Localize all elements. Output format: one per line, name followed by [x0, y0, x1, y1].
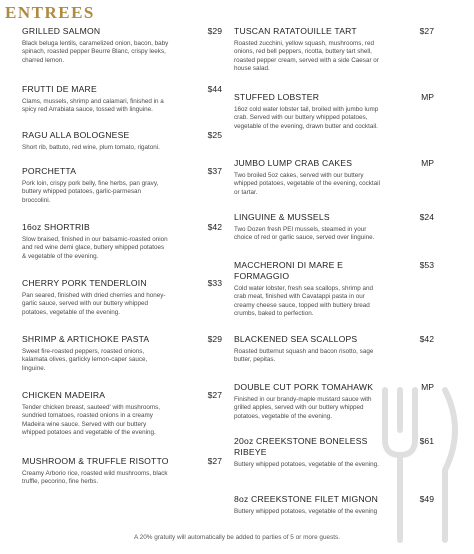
menu-item-price: $61: [419, 436, 434, 446]
menu-item-name: PORCHETTA: [22, 166, 77, 176]
section-title: ENTREES: [5, 3, 95, 22]
menu-item-price: $42: [207, 222, 222, 232]
menu-item: [234, 260, 434, 319]
menu-item: [22, 334, 222, 373]
menu-item-name: 20oz CREEKSTONE BONELESS RIBEYE: [234, 436, 368, 457]
menu-item-description: Buttery whipped potatoes, vegetable of the evening.: [234, 461, 379, 468]
menu-item-description: Clams, mussels, shrimp and calamari, finished in a spicy red Arrabiata sauce, tossed with linguine.: [22, 98, 164, 114]
menu-item: [22, 456, 222, 487]
menu-item-price: $29: [207, 334, 222, 344]
menu-item-description: Sweet fire-roasted peppers, roasted onions, kalamata olives, garlicky lemon-caper sauce, linguine.: [22, 348, 148, 372]
menu-item-name: CHICKEN MADEIRA: [22, 390, 106, 400]
menu-item-name: CHERRY PORK TENDERLOIN: [22, 278, 147, 288]
fork-knife-watermark-icon: [345, 370, 474, 550]
menu-item-name: 16oz SHORTRIB: [22, 222, 90, 232]
menu-header: [0, 0, 474, 26]
menu-item-price: $27: [207, 390, 222, 400]
menu-item-name: FRUTTI DE MARE: [22, 84, 97, 94]
menu-item-name: BLACKENED SEA SCALLOPS: [234, 334, 358, 344]
menu-item-price: $44: [207, 84, 222, 94]
menu-item: [22, 130, 222, 152]
menu-item-description: Two broiled 5oz cakes, served with our buttery whipped potatoes, vegetable of the evening, cocktail or tartar.: [234, 172, 380, 196]
menu-item-price: MP: [421, 382, 434, 392]
menu-item: [22, 166, 222, 205]
menu-item-description: Roasted zucchini, yellow squash, mushrooms, red onions, red bell peppers, ricotta, buttery tart shell, roasted pepper cream, served with a side Caesar or house salad.: [234, 40, 379, 73]
menu-item-price: $29: [207, 26, 222, 36]
menu-item-price: $53: [419, 260, 434, 270]
menu-item-description: Creamy Arborio rice, roasted wild mushrooms, black truffle, pecorino, fine herbs.: [22, 470, 168, 486]
menu-item-description: Finished in our brandy-maple mustard sauce with grilled apples, served with our buttery whipped potatoes, vegetable of the evening.: [234, 396, 372, 420]
menu-item-name: STUFFED LOBSTER: [234, 92, 320, 102]
menu-item-price: MP: [421, 92, 434, 102]
menu-item-description: Tender chicken breast, sauteed' with mushrooms, sundried tomatoes, roasted onions in a creamy Madeira wine sauce. Served with our buttery whipped potatoes and vegetable of the evening.: [22, 404, 161, 437]
menu-item-price: $27: [419, 26, 434, 36]
menu-item-price: $49: [419, 494, 434, 504]
menu-item: [234, 158, 434, 197]
menu-item-name: DOUBLE CUT PORK TOMAHAWK: [234, 382, 374, 392]
menu-item-price: $37: [207, 166, 222, 176]
menu-item-name: MACCHERONI DI MARE E FORMAGGIO: [234, 260, 344, 281]
menu-item: [234, 92, 434, 131]
menu-item: [234, 334, 434, 365]
menu-item: [22, 278, 222, 317]
menu-item-name: SHRIMP & ARTICHOKE PASTA: [22, 334, 150, 344]
menu-item-description: Short rib, battuto, red wine, plum tomato, rigatoni.: [22, 144, 160, 151]
menu-item-name: JUMBO LUMP CRAB CAKES: [234, 158, 353, 168]
menu-item: [22, 222, 222, 261]
menu-item: [234, 26, 434, 74]
menu-item-description: 16oz cold water lobster tail, broiled with jumbo lump crab. Served with our buttery whipped potatoes, vegetable of the evening, drawn butter and cocktail.: [234, 106, 379, 130]
menu-item-description: Pan seared, finished with dried cherries and honey-garlic sauce, served with our buttery whipped potatoes, vegetable of the evening.: [22, 292, 166, 316]
menu-item-description: Two Dozen fresh PEI mussels, steamed in your choice of red or garlic sauce, served over linguine.: [234, 226, 375, 242]
menu-item-price: $27: [207, 456, 222, 466]
menu-item-name: TUSCAN RATATOUILLE TART: [234, 26, 357, 36]
menu-item-name: RAGU ALLA BOLOGNESE: [22, 130, 130, 140]
menu-item-price: $25: [207, 130, 222, 140]
menu-item-name: MUSHROOM & TRUFFLE RISOTTO: [22, 456, 169, 466]
menu-item-price: MP: [421, 158, 434, 168]
menu-item-description: Roasted butternut squash and bacon risotto, sage butter, pepitas.: [234, 348, 374, 364]
gratuity-note: A 20% gratuity will automatically be added to parties of 5 or more guests.: [133, 534, 341, 541]
menu-item-name: 8oz CREEKSTONE FILET MIGNON: [234, 494, 379, 504]
menu-item-price: $24: [419, 212, 434, 222]
menu-item-description: Black beluga lentils, caramelized onion, bacon, baby spinach, roasted pepper Beurre Blanc, crispy leeks, charred lemon.: [22, 40, 169, 64]
menu-item-price: $42: [419, 334, 434, 344]
menu-item: [234, 212, 434, 243]
menu-item-price: $33: [207, 278, 222, 288]
menu-item-name: GRILLED SALMON: [22, 26, 101, 36]
menu-item-description: Buttery whipped potatoes, vegetable of the evening: [234, 508, 378, 515]
menu-item-name: LINGUINE & MUSSELS: [234, 212, 330, 222]
menu-item-description: Cold water lobster, fresh sea scallops, shrimp and crab meat, finished with Cavatappi pasta in our creamy cheese sauce, topped with buttery bread crumbs, baked to perfection.: [234, 285, 373, 318]
menu-item-description: Pork loin, crispy pork belly, fine herbs, pan gravy, buttery whipped potatoes, garlic-parmesan broccolini.: [22, 180, 159, 204]
menu-item: [22, 84, 222, 115]
menu-item: [22, 26, 222, 65]
menu-item: [22, 390, 222, 438]
menu-item-description: Slow braised, finished in our balsamic-roasted onion and red wine demi glace, buttery whipped potatoes & vegetable of the evening.: [22, 236, 168, 260]
